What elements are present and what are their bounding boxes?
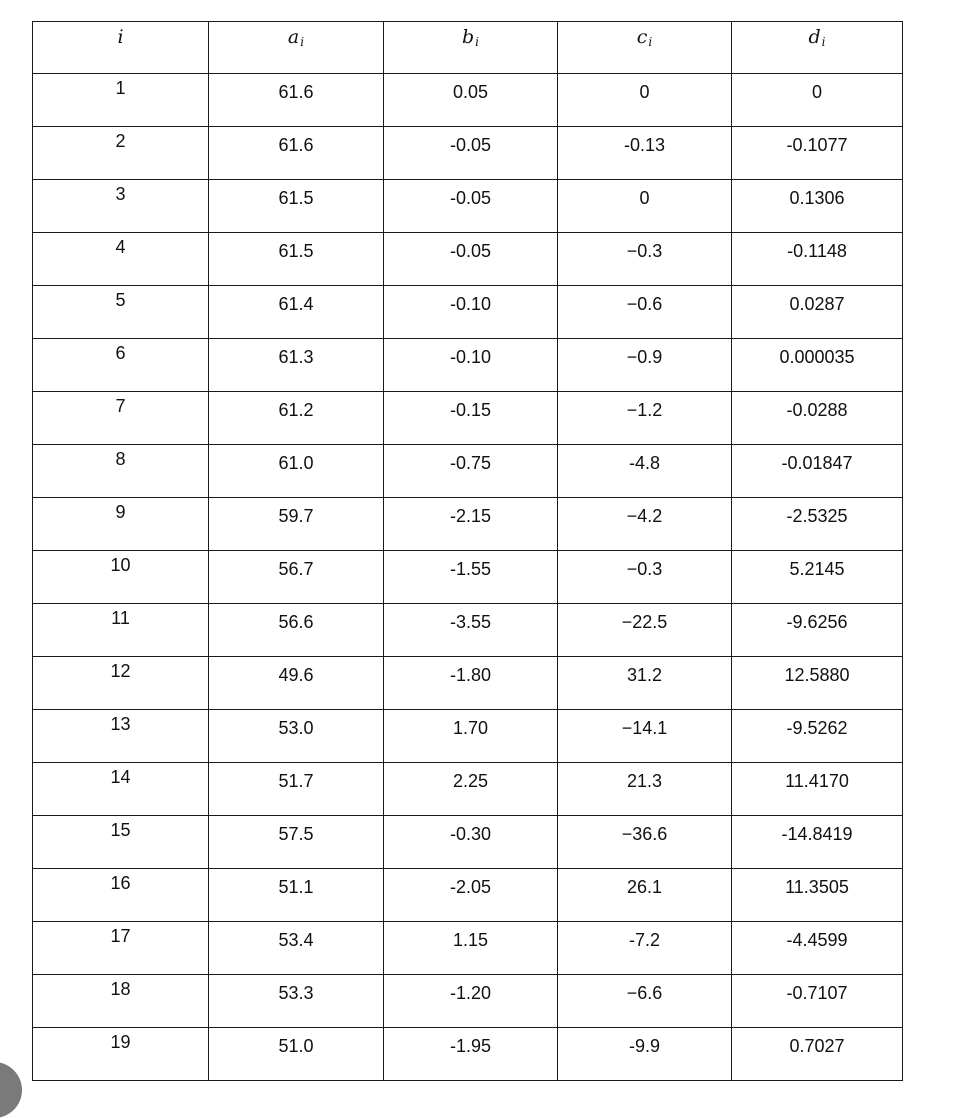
coefficient-table <box>32 21 903 1081</box>
table-row <box>33 74 903 127</box>
cell-index: 9 <box>33 498 209 551</box>
cell-index: 10 <box>33 551 209 604</box>
cell-b: -1.80 <box>384 657 558 710</box>
cell-c: −0.6 <box>558 286 732 339</box>
column-header-symbol: d <box>808 26 821 48</box>
table-row <box>33 710 903 763</box>
cell-b: -0.30 <box>384 816 558 869</box>
cell-b: -0.10 <box>384 286 558 339</box>
table-row <box>33 286 903 339</box>
cell-a: 61.5 <box>209 180 384 233</box>
column-header-symbol: c <box>636 26 648 48</box>
cell-c: −6.6 <box>558 975 732 1028</box>
cell-b: 0.05 <box>384 74 558 127</box>
cell-a: 56.6 <box>209 604 384 657</box>
cell-c: −0.3 <box>558 551 732 604</box>
cell-index: 13 <box>33 710 209 763</box>
cell-c: 31.2 <box>558 657 732 710</box>
cell-a: 61.6 <box>209 74 384 127</box>
cell-index: 3 <box>33 180 209 233</box>
cell-index: 4 <box>33 233 209 286</box>
cell-d: 0.7027 <box>732 1028 903 1081</box>
cell-a: 61.2 <box>209 392 384 445</box>
cell-index: 12 <box>33 657 209 710</box>
cell-b: -0.05 <box>384 127 558 180</box>
cell-d: 5.2145 <box>732 551 903 604</box>
cell-index: 17 <box>33 922 209 975</box>
cell-d: -2.5325 <box>732 498 903 551</box>
cell-c: 0 <box>558 74 732 127</box>
cell-a: 53.4 <box>209 922 384 975</box>
table-row <box>33 127 903 180</box>
cell-index: 7 <box>33 392 209 445</box>
column-header-symbol: a <box>287 26 300 48</box>
cell-d: -9.5262 <box>732 710 903 763</box>
cell-d: 0 <box>732 74 903 127</box>
table-row <box>33 233 903 286</box>
table-row <box>33 816 903 869</box>
cell-index: 18 <box>33 975 209 1028</box>
table-row <box>33 1028 903 1081</box>
cell-d: -0.1077 <box>732 127 903 180</box>
cell-c: −14.1 <box>558 710 732 763</box>
cell-d: 0.1306 <box>732 180 903 233</box>
cell-b: -2.15 <box>384 498 558 551</box>
cell-d: -4.4599 <box>732 922 903 975</box>
cell-c: −22.5 <box>558 604 732 657</box>
floating-action-button[interactable] <box>0 1062 22 1118</box>
cell-b: -1.95 <box>384 1028 558 1081</box>
table-row <box>33 445 903 498</box>
cell-b: -0.10 <box>384 339 558 392</box>
header-row <box>33 22 903 74</box>
cell-b: -1.55 <box>384 551 558 604</box>
cell-index: 14 <box>33 763 209 816</box>
column-header-symbol: b <box>461 26 475 48</box>
cell-c: -9.9 <box>558 1028 732 1081</box>
cell-d: 12.5880 <box>732 657 903 710</box>
table-row <box>33 763 903 816</box>
cell-d: -0.0288 <box>732 392 903 445</box>
table-row <box>33 869 903 922</box>
column-header-subscript: i <box>821 35 826 49</box>
cell-d: -14.8419 <box>732 816 903 869</box>
cell-index: 16 <box>33 869 209 922</box>
column-header-c <box>558 22 732 74</box>
cell-a: 53.3 <box>209 975 384 1028</box>
table-row <box>33 922 903 975</box>
cell-a: 61.5 <box>209 233 384 286</box>
cell-index: 19 <box>33 1028 209 1081</box>
cell-index: 6 <box>33 339 209 392</box>
cell-index: 1 <box>33 74 209 127</box>
cell-a: 61.6 <box>209 127 384 180</box>
cell-a: 61.4 <box>209 286 384 339</box>
cell-d: 0.0287 <box>732 286 903 339</box>
table-row <box>33 551 903 604</box>
cell-c: 0 <box>558 180 732 233</box>
cell-index: 15 <box>33 816 209 869</box>
coefficient-table-container <box>32 21 902 1081</box>
table-row <box>33 657 903 710</box>
cell-b: -2.05 <box>384 869 558 922</box>
cell-d: -0.7107 <box>732 975 903 1028</box>
table-row <box>33 975 903 1028</box>
cell-c: -0.13 <box>558 127 732 180</box>
cell-a: 59.7 <box>209 498 384 551</box>
cell-a: 53.0 <box>209 710 384 763</box>
cell-index: 8 <box>33 445 209 498</box>
cell-a: 51.1 <box>209 869 384 922</box>
cell-d: 11.4170 <box>732 763 903 816</box>
cell-c: -4.8 <box>558 445 732 498</box>
cell-c: −0.9 <box>558 339 732 392</box>
column-header-subscript: i <box>475 35 479 49</box>
column-header-symbol: i <box>117 26 124 48</box>
column-header-b <box>384 22 558 74</box>
cell-c: −0.3 <box>558 233 732 286</box>
cell-d: 11.3505 <box>732 869 903 922</box>
column-header-subscript: i <box>648 35 653 49</box>
table-row <box>33 604 903 657</box>
cell-index: 2 <box>33 127 209 180</box>
cell-c: 21.3 <box>558 763 732 816</box>
cell-d: 0.000035 <box>732 339 903 392</box>
cell-a: 57.5 <box>209 816 384 869</box>
cell-b: -1.20 <box>384 975 558 1028</box>
column-header-index <box>33 22 209 74</box>
table-row <box>33 498 903 551</box>
table-row <box>33 339 903 392</box>
cell-a: 51.0 <box>209 1028 384 1081</box>
cell-d: -0.1148 <box>732 233 903 286</box>
cell-d: -9.6256 <box>732 604 903 657</box>
cell-b: 2.25 <box>384 763 558 816</box>
cell-d: -0.01847 <box>732 445 903 498</box>
cell-a: 51.7 <box>209 763 384 816</box>
cell-c: 26.1 <box>558 869 732 922</box>
cell-b: -0.75 <box>384 445 558 498</box>
column-header-d <box>732 22 903 74</box>
column-header-subscript: i <box>300 35 305 49</box>
cell-b: -0.05 <box>384 180 558 233</box>
table-body <box>33 74 903 1081</box>
cell-c: −4.2 <box>558 498 732 551</box>
cell-a: 61.0 <box>209 445 384 498</box>
cell-a: 56.7 <box>209 551 384 604</box>
cell-b: -3.55 <box>384 604 558 657</box>
cell-a: 49.6 <box>209 657 384 710</box>
cell-c: −36.6 <box>558 816 732 869</box>
table-row <box>33 180 903 233</box>
cell-b: 1.15 <box>384 922 558 975</box>
column-header-a <box>209 22 384 74</box>
cell-index: 5 <box>33 286 209 339</box>
cell-b: -0.05 <box>384 233 558 286</box>
table-row <box>33 392 903 445</box>
cell-c: −1.2 <box>558 392 732 445</box>
cell-a: 61.3 <box>209 339 384 392</box>
cell-b: 1.70 <box>384 710 558 763</box>
cell-index: 11 <box>33 604 209 657</box>
cell-c: -7.2 <box>558 922 732 975</box>
cell-b: -0.15 <box>384 392 558 445</box>
